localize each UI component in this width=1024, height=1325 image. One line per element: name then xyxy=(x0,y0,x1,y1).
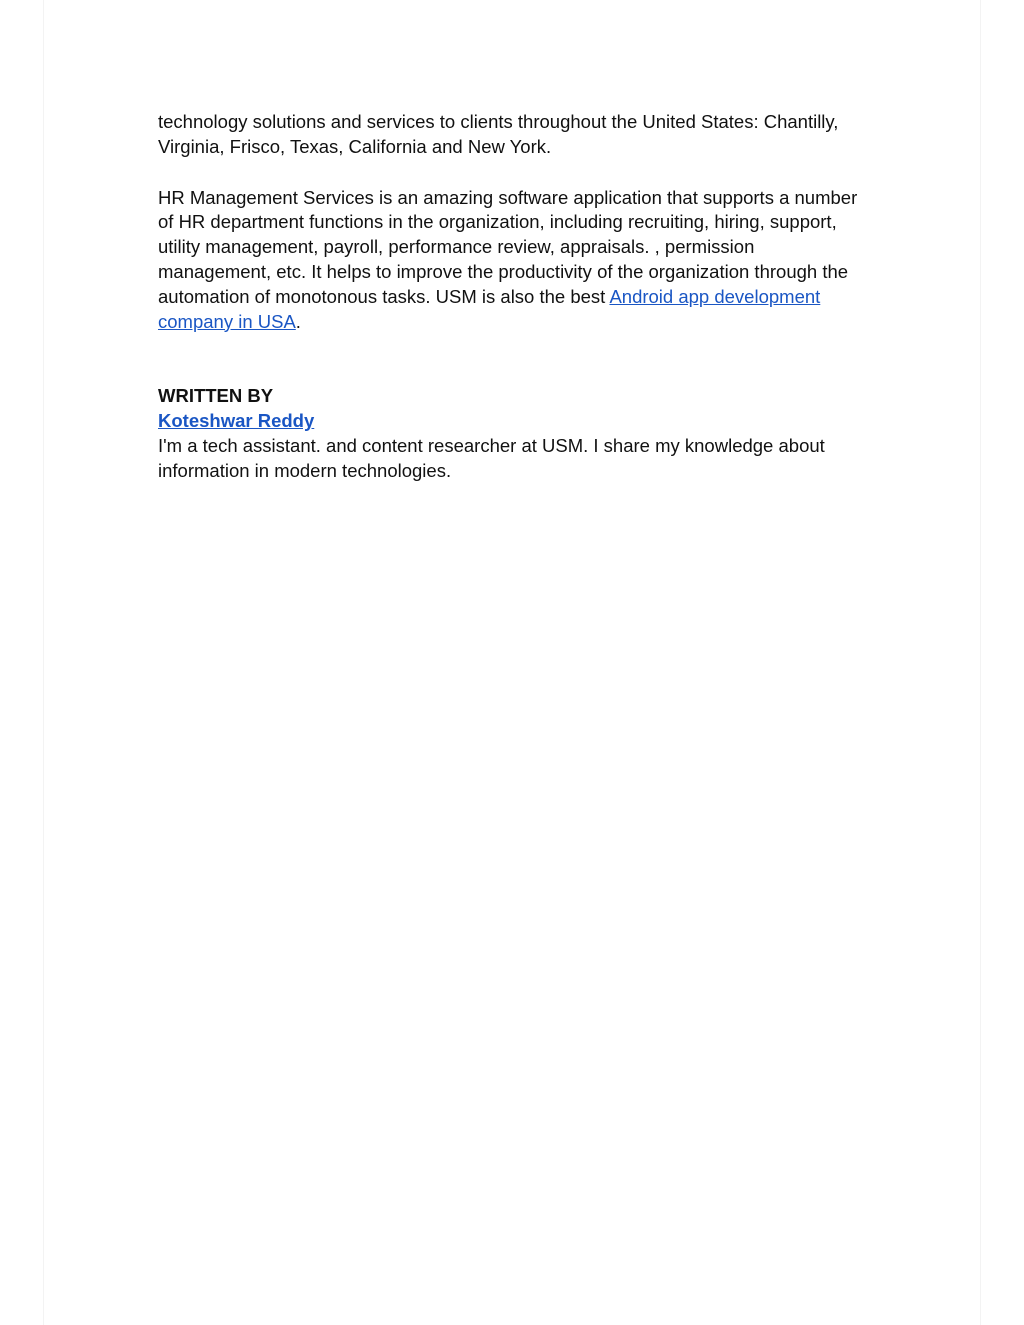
paragraph-hr-services xyxy=(158,186,868,335)
paragraph-hr-services-end: . xyxy=(295,310,301,332)
paragraph-intro: technology solutions and services to clients throughout the United States: Chantilly, Virginia, Frisco, Texas, California and New York. xyxy=(158,111,839,157)
document-body xyxy=(158,110,868,484)
paragraph-hr-services-text: HR Management Services is an amazing software application that supports a number of HR department functions in the organization, including recruiting, hiring, support, utility management, payroll, performance review, appraisals. , permission management, etc. It helps to improve the productivity of the organization through the automation of monotonous tasks. USM is also the best xyxy=(158,186,858,307)
written-by-heading: WRITTEN BY xyxy=(158,385,274,407)
android-app-development-link[interactable]: Android app development company in USA xyxy=(158,285,821,332)
author-bio: I'm a tech assistant. and content researcher at USM. I share my knowledge about information in modern technologies. xyxy=(158,434,825,481)
author-name-link[interactable]: Koteshwar Reddy xyxy=(158,410,315,432)
